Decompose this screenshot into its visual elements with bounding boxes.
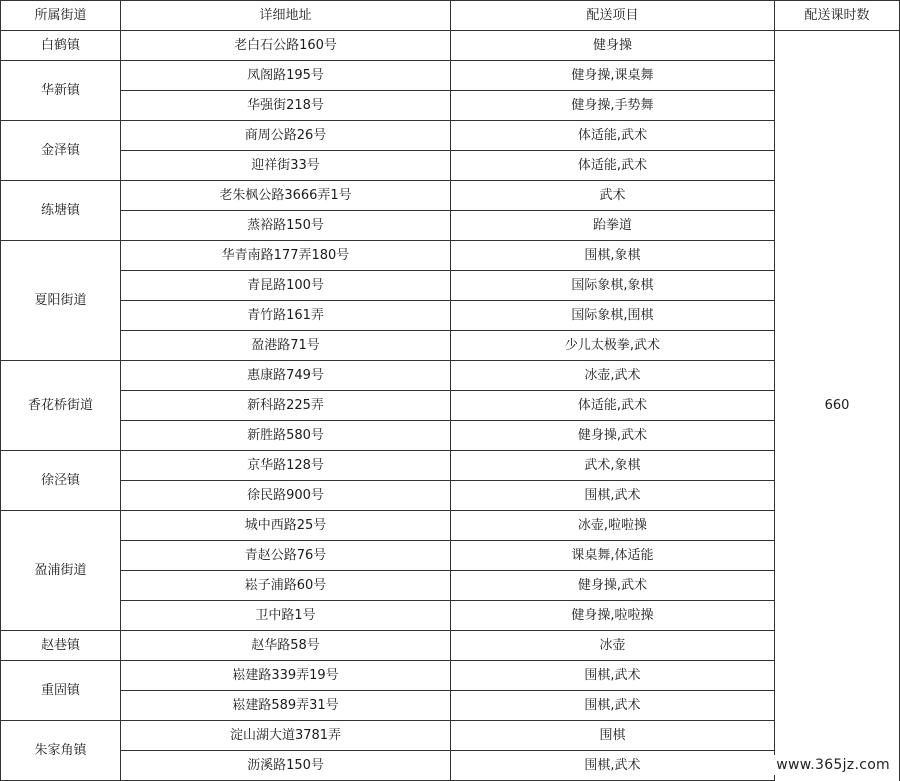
- items-cell: 国际象棋,围棋: [451, 301, 775, 331]
- town-cell: 白鹤镇: [1, 31, 121, 61]
- address-cell: 卫中路1号: [121, 601, 451, 631]
- address-cell: 淀山湖大道3781弄: [121, 721, 451, 751]
- address-cell: 城中西路25号: [121, 511, 451, 541]
- town-cell: 徐泾镇: [1, 451, 121, 511]
- items-cell: 体适能,武术: [451, 121, 775, 151]
- items-cell: 国际象棋,象棋: [451, 271, 775, 301]
- address-cell: 京华路128号: [121, 451, 451, 481]
- items-cell: 冰壶,啦啦操: [451, 511, 775, 541]
- items-cell: 健身操,课桌舞: [451, 61, 775, 91]
- items-cell: 健身操: [451, 31, 775, 61]
- address-cell: 沥溪路150号: [121, 751, 451, 781]
- table-row: [1, 61, 900, 91]
- address-cell: 商周公路26号: [121, 121, 451, 151]
- table-body: [1, 31, 900, 781]
- items-cell: 围棋,象棋: [451, 241, 775, 271]
- address-cell: 徐民路900号: [121, 481, 451, 511]
- items-cell: 健身操,武术: [451, 421, 775, 451]
- table-row: [1, 451, 900, 481]
- table-row: [1, 751, 900, 781]
- table-row: [1, 271, 900, 301]
- address-cell: 青竹路161弄: [121, 301, 451, 331]
- town-cell: 金泽镇: [1, 121, 121, 181]
- town-cell: 盈浦街道: [1, 511, 121, 631]
- header-town: 所属街道: [1, 1, 121, 31]
- table-row: [1, 91, 900, 121]
- table-row: [1, 421, 900, 451]
- table-row: [1, 151, 900, 181]
- header-row: [1, 1, 900, 31]
- town-cell: 华新镇: [1, 61, 121, 121]
- items-cell: 围棋,武术: [451, 661, 775, 691]
- address-cell: 惠康路749号: [121, 361, 451, 391]
- town-cell: 朱家角镇: [1, 721, 121, 781]
- items-cell: 体适能,武术: [451, 151, 775, 181]
- town-cell: 重固镇: [1, 661, 121, 721]
- address-cell: 赵华路58号: [121, 631, 451, 661]
- table-row: [1, 31, 900, 61]
- table-row: [1, 481, 900, 511]
- items-cell: 课桌舞,体适能: [451, 541, 775, 571]
- items-cell: 少儿太极拳,武术: [451, 331, 775, 361]
- address-cell: 新科路225弄: [121, 391, 451, 421]
- table-row: [1, 211, 900, 241]
- table-row: [1, 601, 900, 631]
- town-cell: 夏阳街道: [1, 241, 121, 361]
- items-cell: 健身操,武术: [451, 571, 775, 601]
- address-cell: 盈港路71号: [121, 331, 451, 361]
- table-row: [1, 121, 900, 151]
- table-row: [1, 691, 900, 721]
- table-row: [1, 721, 900, 751]
- town-cell: 香花桥街道: [1, 361, 121, 451]
- address-cell: 迎祥街33号: [121, 151, 451, 181]
- items-cell: 围棋,武术: [451, 751, 775, 781]
- items-cell: 围棋,武术: [451, 691, 775, 721]
- table-row: [1, 241, 900, 271]
- table-row: [1, 571, 900, 601]
- address-cell: 崧子浦路60号: [121, 571, 451, 601]
- table-row: [1, 331, 900, 361]
- items-cell: 围棋: [451, 721, 775, 751]
- address-cell: 老白石公路160号: [121, 31, 451, 61]
- table-row: [1, 361, 900, 391]
- table-row: [1, 301, 900, 331]
- items-cell: 武术,象棋: [451, 451, 775, 481]
- items-cell: 健身操,手势舞: [451, 91, 775, 121]
- town-cell: 练塘镇: [1, 181, 121, 241]
- items-cell: 跆拳道: [451, 211, 775, 241]
- header-address: 详细地址: [121, 1, 451, 31]
- items-cell: 冰壶,武术: [451, 361, 775, 391]
- table-row: [1, 391, 900, 421]
- address-cell: 崧建路339弄19号: [121, 661, 451, 691]
- header-hours: 配送课时数: [775, 1, 900, 31]
- items-cell: 体适能,武术: [451, 391, 775, 421]
- watermark: www.365jz.com: [772, 755, 894, 775]
- address-cell: 新胜路580号: [121, 421, 451, 451]
- items-cell: 健身操,啦啦操: [451, 601, 775, 631]
- address-cell: 蒸裕路150号: [121, 211, 451, 241]
- address-cell: 华青南路177弄180号: [121, 241, 451, 271]
- table-row: [1, 181, 900, 211]
- address-cell: 老朱枫公路3666弄1号: [121, 181, 451, 211]
- table-row: [1, 631, 900, 661]
- address-cell: 凤阁路195号: [121, 61, 451, 91]
- table-row: [1, 661, 900, 691]
- address-cell: 青赵公路76号: [121, 541, 451, 571]
- town-cell: 赵巷镇: [1, 631, 121, 661]
- address-cell: 华强街218号: [121, 91, 451, 121]
- table-row: [1, 511, 900, 541]
- address-cell: 青昆路100号: [121, 271, 451, 301]
- header-items: 配送项目: [451, 1, 775, 31]
- items-cell: 围棋,武术: [451, 481, 775, 511]
- items-cell: 武术: [451, 181, 775, 211]
- total-hours-cell: 660: [775, 31, 900, 781]
- items-cell: 冰壶: [451, 631, 775, 661]
- table-header: [1, 1, 900, 31]
- address-cell: 崧建路589弄31号: [121, 691, 451, 721]
- table-row: [1, 541, 900, 571]
